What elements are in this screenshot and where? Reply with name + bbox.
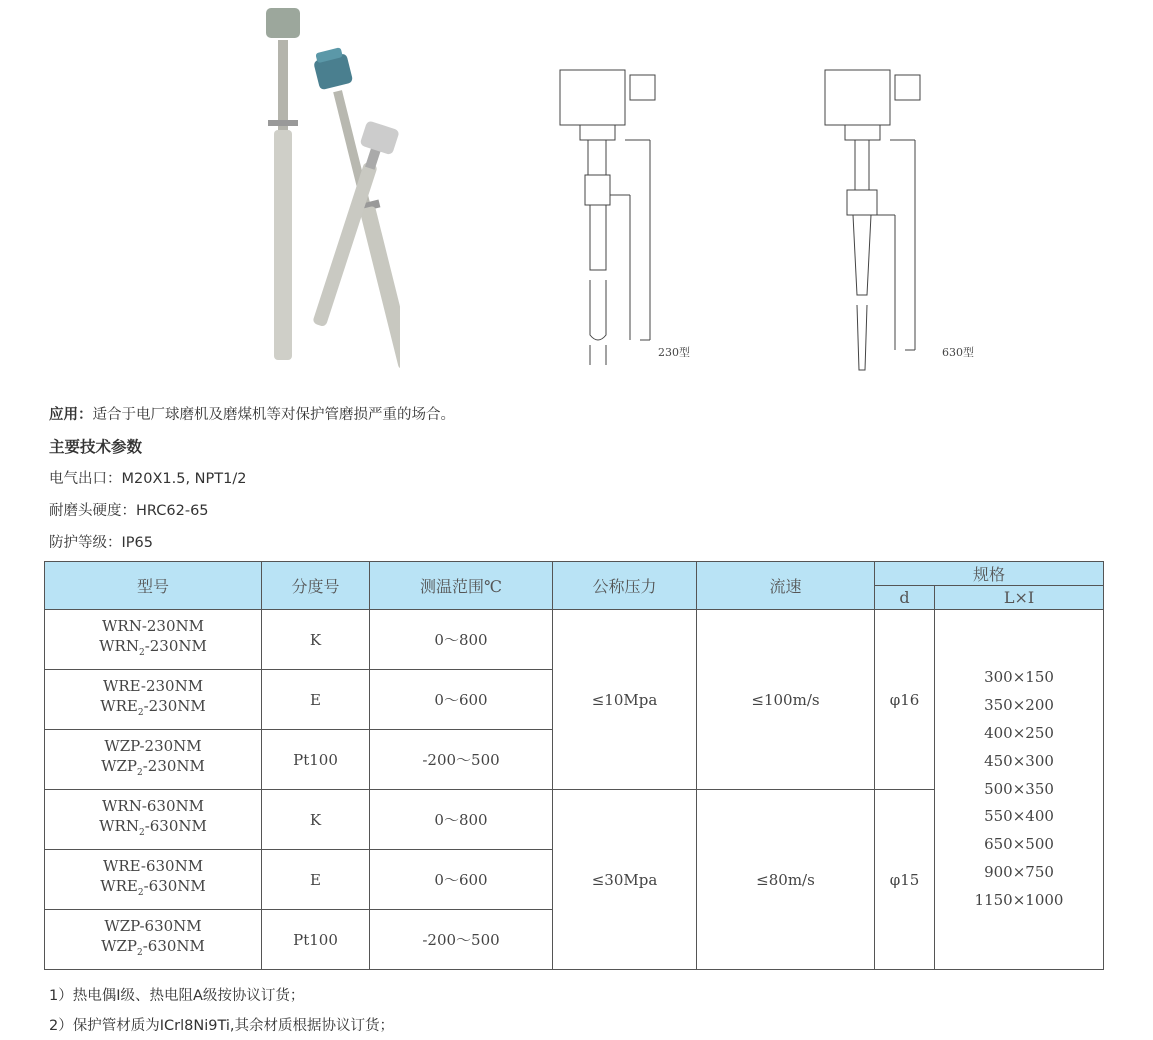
model-cell	[45, 850, 262, 910]
application-text: 适合于电厂球磨机及磨煤机等对保护管磨损严重的场合。	[92, 407, 455, 423]
model-2-prefix: WZP	[101, 757, 137, 775]
subscript: 2	[138, 648, 145, 658]
param-hardness: 耐磨头硬度：HRC62-65	[49, 503, 209, 519]
dimension-diagrams	[550, 50, 1000, 385]
length-item: 400×250	[984, 724, 1054, 742]
diagram-230	[560, 70, 655, 365]
model-2-prefix: WRN	[99, 817, 139, 835]
application-label: 应用：	[49, 407, 93, 423]
header-model: 型号	[45, 562, 262, 610]
graduation-cell: K	[262, 790, 370, 850]
length-item: 1150×1000	[974, 890, 1064, 909]
range-cell: -200～500	[370, 730, 553, 790]
subscript: 2	[137, 768, 143, 778]
label-230: 230型	[658, 346, 690, 359]
model-2-prefix: WZP	[101, 937, 137, 955]
model-2-suffix: -230NM	[143, 697, 206, 715]
range-cell: 0～600	[370, 850, 553, 910]
param-outlet: 电气出口：M20X1.5, NPT1/2	[49, 471, 247, 487]
graduation-cell: Pt100	[262, 730, 370, 790]
model-1: WRN-630NM	[101, 797, 205, 815]
product-photo	[150, 0, 400, 385]
subscript: 2	[138, 828, 145, 838]
model-1: WRN-230NM	[101, 617, 205, 635]
length-item: 550×400	[984, 807, 1054, 826]
length-item: 300×150	[984, 668, 1054, 687]
model-cell	[45, 610, 262, 670]
range-cell: 0～800	[370, 610, 553, 670]
header-pressure: 公称压力	[553, 562, 697, 610]
model-2-suffix: -630NM	[144, 817, 207, 835]
model-cell	[45, 790, 262, 850]
header-range: 测温范围℃	[370, 562, 553, 610]
diameter-cell: φ16	[875, 610, 935, 790]
label-630: 630型	[942, 346, 974, 359]
model-cell	[45, 910, 262, 970]
model-2-prefix: WRE	[100, 877, 138, 895]
pressure-cell: ≤30Mpa	[553, 790, 697, 970]
header-spec: 规格	[875, 562, 1104, 586]
range-cell: -200～500	[370, 910, 553, 970]
model-2-suffix: -230NM	[144, 637, 207, 655]
model-1: WZP-630NM	[104, 917, 202, 935]
model-2-suffix: -630NM	[143, 877, 206, 895]
note-2: 2）保护管材质为ICrl8Ni9Ti,其余材质根据协议订货；	[49, 1018, 394, 1034]
subscript: 2	[137, 888, 144, 898]
model-2-suffix: -630NM	[142, 937, 205, 955]
graduation-cell: E	[262, 850, 370, 910]
model-1: WRE-230NM	[102, 677, 204, 695]
graduation-cell: K	[262, 610, 370, 670]
model-cell	[45, 730, 262, 790]
flow-cell: ≤100m/s	[697, 610, 875, 790]
pressure-cell: ≤10Mpa	[553, 610, 697, 790]
subscript: 2	[137, 948, 143, 958]
params-title: 主要技术参数	[49, 438, 143, 456]
param-protection: 防护等级：IP65	[49, 535, 153, 551]
length-item: 500×350	[984, 779, 1054, 798]
graduation-cell: E	[262, 670, 370, 730]
range-cell: 0～800	[370, 790, 553, 850]
header-graduation: 分度号	[262, 562, 370, 610]
flow-cell: ≤80m/s	[697, 790, 875, 970]
model-1: WRE-630NM	[102, 857, 204, 875]
header-d: d	[875, 586, 935, 610]
length-item: 650×500	[984, 835, 1054, 854]
header-lxl: L×I	[935, 586, 1104, 610]
header-flow: 流速	[697, 562, 875, 610]
application-line	[49, 403, 455, 424]
spec-table	[44, 561, 1104, 970]
diagram-630	[825, 70, 920, 370]
model-2-prefix: WRE	[100, 697, 138, 715]
table-row	[45, 610, 1104, 670]
model-1: WZP-230NM	[104, 737, 202, 755]
model-2-prefix: WRN	[99, 637, 139, 655]
graduation-cell: Pt100	[262, 910, 370, 970]
model-cell	[45, 670, 262, 730]
length-item: 900×750	[984, 862, 1054, 881]
length-item: 350×200	[984, 696, 1054, 715]
note-1: 1）热电偶I级、热电阻A级按协议订货；	[49, 988, 305, 1004]
diameter-cell: φ15	[875, 790, 935, 970]
model-2-suffix: -230NM	[142, 757, 205, 775]
subscript: 2	[137, 708, 144, 718]
lengths-cell	[935, 610, 1104, 970]
range-cell: 0～600	[370, 670, 553, 730]
length-item: 450×300	[984, 751, 1054, 770]
